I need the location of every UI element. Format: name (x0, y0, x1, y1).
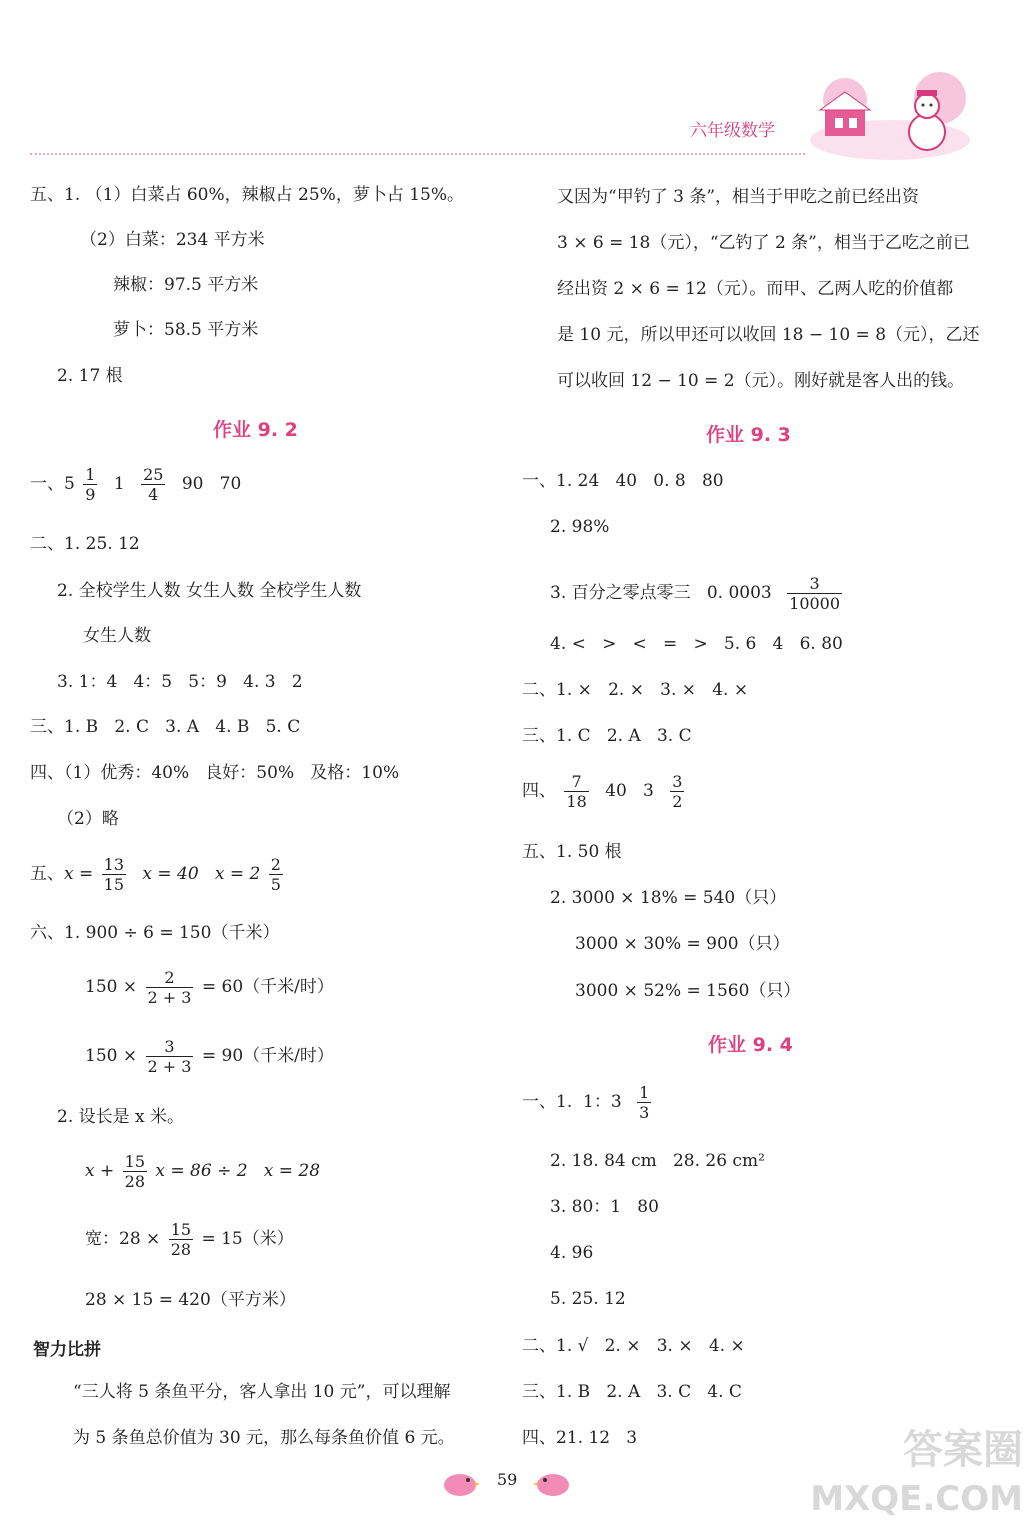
answer-line (85, 968, 334, 1007)
fraction: $\frac{2}{2 + 3}$ (147, 968, 192, 1007)
answer-line: 萝卜：58.5 平方米 (113, 320, 259, 340)
answer-line: 3. 80：1 80 (550, 1197, 659, 1217)
answer-line: 又因为“甲钓了 3 条”，相当于甲吃之前已经出资 (557, 187, 920, 207)
answer-line: 三、1. B 2. C 3. A 4. B 5. C (30, 717, 301, 737)
answer-line: 3000 × 30% = 900（只） (575, 934, 790, 954)
text: = 15（米） (201, 1229, 294, 1249)
text: 一、5 (30, 474, 75, 494)
answer-line: 是 10 元，所以甲还可以收回 18 − 10 = 8（元），乙还 (557, 325, 980, 345)
answer-line: 六、1. 900 ÷ 6 = 150（千米） (30, 923, 280, 943)
text: 一、1. 1：3 (522, 1092, 622, 1112)
fraction: $\frac{15}{28}$ (170, 1220, 192, 1259)
answer-line: 可以收回 12 − 10 = 2（元）。刚好就是客人出的钱。 (557, 371, 965, 391)
section-heading-9-2: 作业 9. 2 (213, 419, 298, 441)
section-heading-9-3: 作业 9. 3 (706, 424, 791, 446)
answer-line: （2）略 (57, 809, 119, 829)
answer-line: 二、1. × 2. × 3. × 4. × (522, 680, 749, 700)
answer-line: 女生人数 (83, 626, 151, 646)
header-title: 六年级数学 (690, 121, 775, 141)
answer-line: 五、1. 50 根 (522, 842, 622, 862)
fraction: $\frac{3}{2 + 3}$ (147, 1037, 192, 1076)
answer-line: 三、1. C 2. A 3. C (522, 726, 692, 746)
fraction: $\frac{7}{18}$ (566, 772, 587, 811)
answer-line (30, 465, 241, 504)
answer-line: “三人将 5 条鱼平分，客人拿出 10 元”，可以理解 (73, 1382, 451, 1402)
fraction: $\frac{2}{5}$ (270, 855, 281, 894)
answer-line (85, 1037, 334, 1076)
answer-line: 4. < > < = > 5. 6 4 6. 80 (550, 634, 843, 654)
puzzle-heading: 智力比拼 (33, 1340, 101, 1360)
fraction: $\frac{25}{4}$ (143, 465, 164, 504)
fraction: $\frac{3}{10000}$ (789, 574, 841, 613)
answer-line: 经出资 2 × 6 = 12（元）。而甲、乙两人吃的价值都 (557, 279, 954, 299)
section-heading-9-4: 作业 9. 4 (708, 1034, 793, 1056)
answer-line: 2. 设长是 x 米。 (57, 1107, 185, 1127)
header-divider (30, 153, 805, 155)
text: 五、 (30, 864, 64, 884)
fraction: $\frac{13}{15}$ (103, 855, 125, 894)
text: 1 (113, 474, 125, 494)
text: x = (64, 864, 94, 884)
watermark-url: MXQE.COM (810, 1479, 1023, 1519)
text: 150 × (85, 1046, 138, 1066)
fraction: $\frac{3}{2}$ (672, 772, 683, 811)
answer-line: 一、1. 24 40 0. 8 80 (522, 471, 724, 491)
answer-line: 5. 25. 12 (550, 1289, 626, 1309)
answer-line: 二、1. 25. 12 (30, 534, 140, 554)
text: x = 40 x = 2 (142, 864, 261, 884)
answer-line: 辣椒：97.5 平方米 (113, 275, 259, 295)
text: = 90（千米/时） (201, 1046, 334, 1066)
answer-line (522, 772, 687, 811)
snowman-illustration (805, 70, 975, 165)
answer-line: 三、1. B 2. A 3. C 4. C (522, 1382, 742, 1402)
bird-left-icon (440, 1468, 480, 1498)
bird-right-icon (533, 1468, 573, 1498)
answer-line: （2）白菜：234 平方米 (80, 230, 265, 250)
text: x = 86 ÷ 2 x = 28 (155, 1161, 321, 1181)
answer-line: 3000 × 52% = 1560（只） (575, 981, 801, 1001)
answer-line: 2. 3000 × 18% = 540（只） (550, 888, 787, 908)
answer-line: 3 × 6 = 18（元），“乙钓了 2 条”，相当于乙吃之前已 (557, 233, 970, 253)
text: 四、 (522, 781, 556, 801)
answer-line: 五、1. （1）白菜占 60%，辣椒占 25%，萝卜占 15%。 (30, 185, 465, 205)
text: 90 70 (181, 474, 242, 494)
answer-line: 四、21. 12 3 (522, 1428, 638, 1448)
answer-line: 4. 96 (550, 1243, 594, 1263)
answer-line: 2. 17 根 (57, 366, 123, 386)
answer-line (550, 574, 845, 613)
answer-line (85, 1152, 320, 1191)
fraction: $\frac{1}{9}$ (85, 465, 96, 504)
answer-line: 2. 18. 84 cm 28. 26 cm² (550, 1151, 765, 1171)
answer-line: 2. 全校学生人数 女生人数 全校学生人数 (57, 581, 362, 601)
text: x + (85, 1161, 115, 1181)
text: 宽：28 × (85, 1229, 161, 1249)
fraction: $\frac{1}{3}$ (639, 1083, 650, 1122)
answer-line: 为 5 条鱼总价值为 30 元，那么每条鱼价值 6 元。 (73, 1428, 455, 1448)
answer-line (85, 1220, 294, 1259)
fraction: $\frac{15}{28}$ (124, 1152, 146, 1191)
text: = 60（千米/时） (201, 977, 334, 997)
answer-line (522, 1083, 654, 1122)
text: 150 × (85, 977, 138, 997)
answer-line: 3. 1：4 4：5 5：9 4. 3 2 (57, 672, 303, 692)
page-number: 59 (497, 1470, 518, 1489)
watermark-logo: 答案圈 (903, 1427, 1023, 1473)
answer-line: 2. 98% (550, 517, 610, 537)
answer-line: 二、1. √ 2. × 3. × 4. × (522, 1336, 745, 1356)
text: 3. 百分之零点零三 0. 0003 (550, 583, 772, 603)
answer-line (30, 855, 286, 894)
text: 40 3 (605, 781, 654, 801)
answer-line: 四、（1）优秀：40% 良好：50% 及格：10% (30, 763, 400, 783)
answer-line: 28 × 15 = 420（平方米） (85, 1290, 296, 1310)
